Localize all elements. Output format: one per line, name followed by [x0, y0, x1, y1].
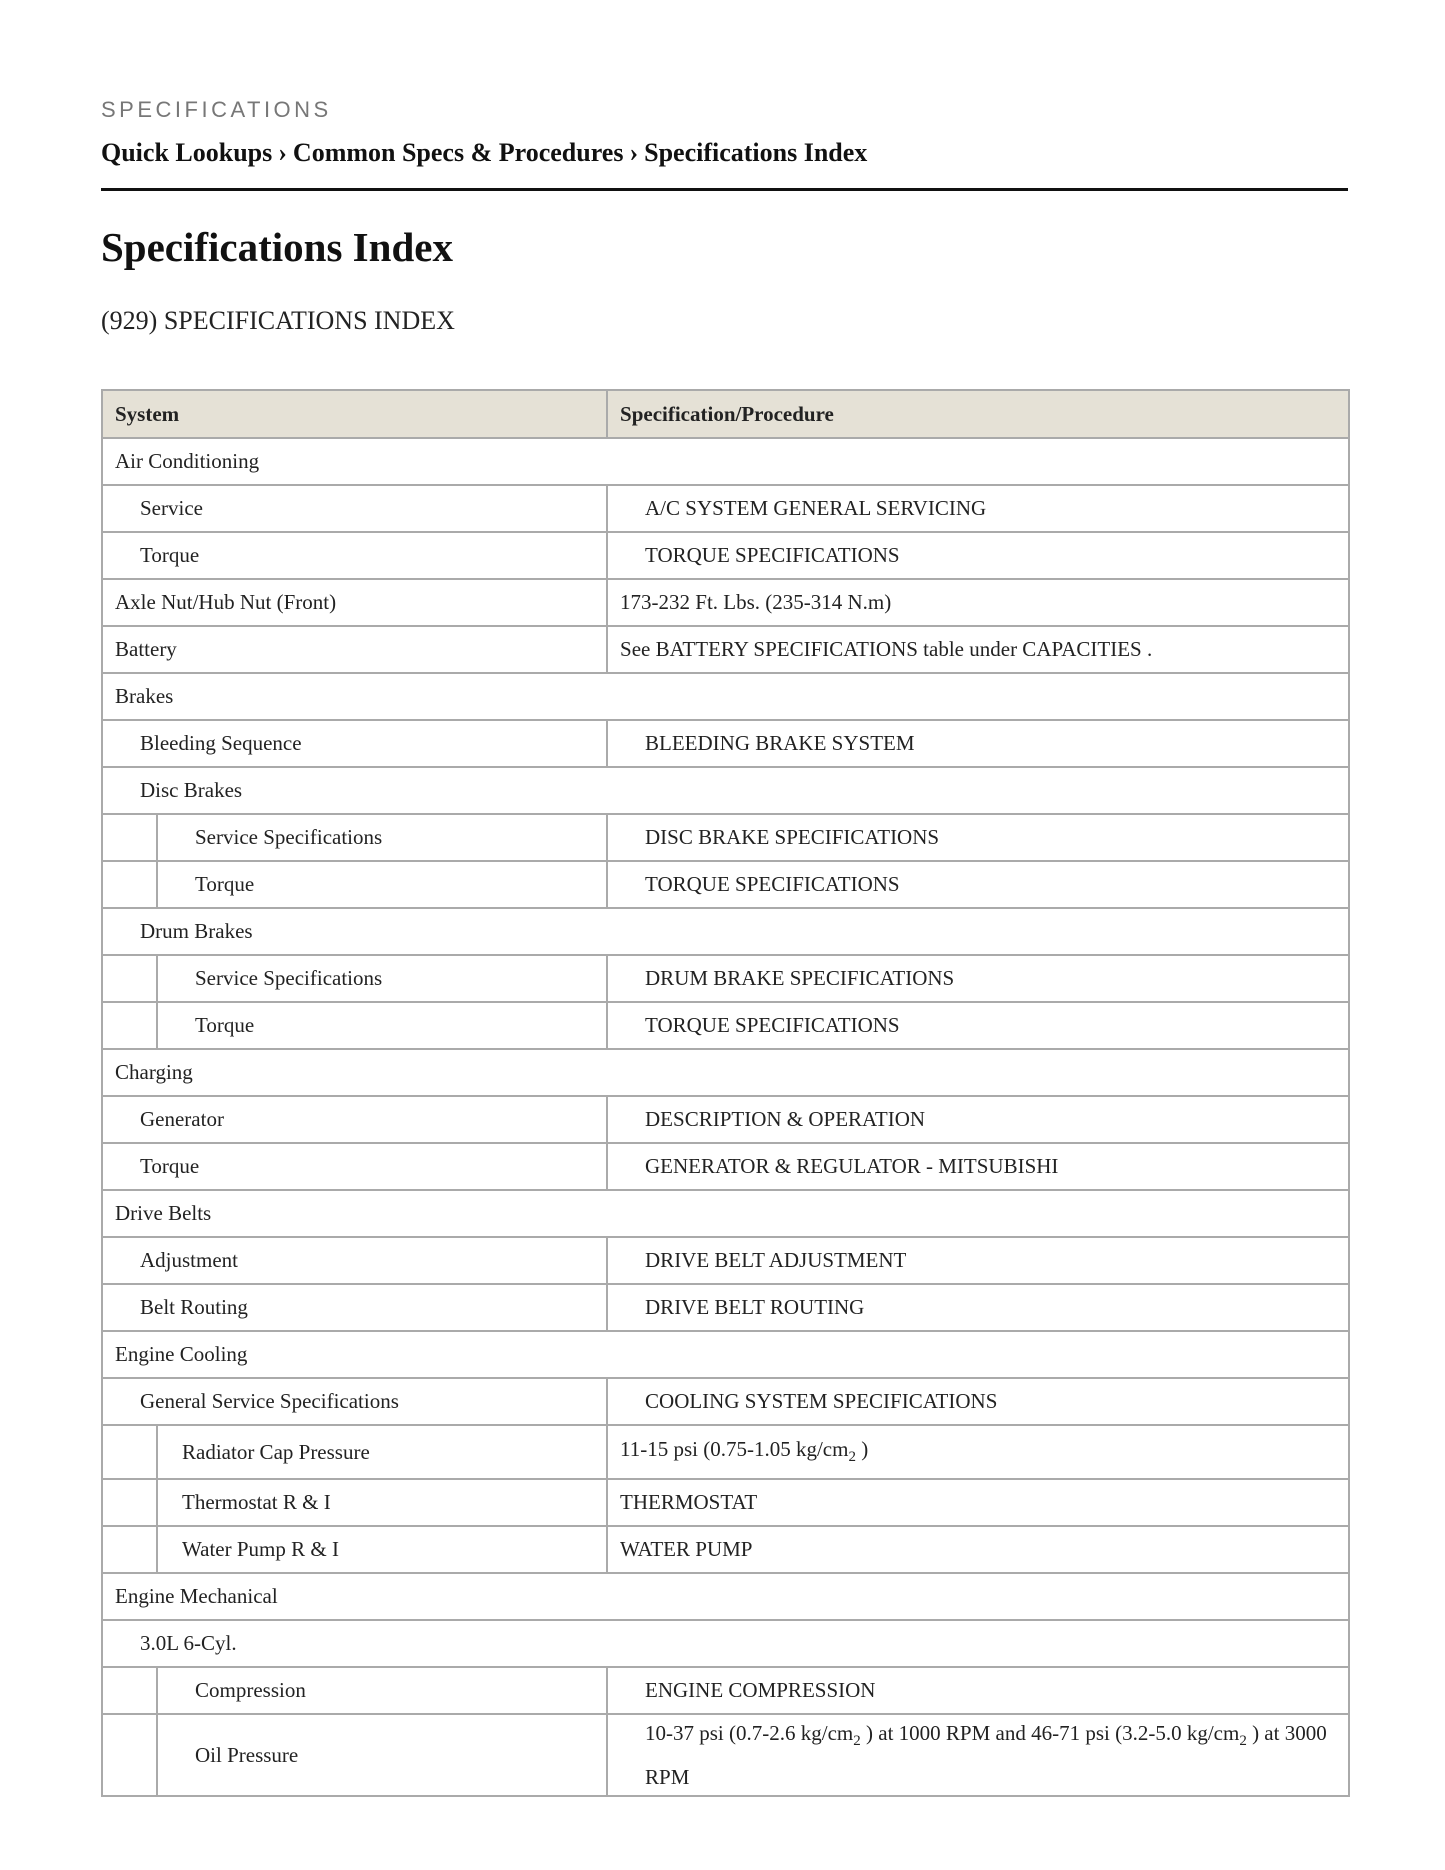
table-row [102, 1096, 1349, 1143]
table-row [102, 1378, 1349, 1425]
subscript-2: 2 [848, 1449, 856, 1466]
indent-spacer [102, 861, 157, 908]
value-text: 10-37 psi (0.7-2.6 kg/cm [645, 1721, 854, 1745]
table-row [102, 767, 1349, 814]
table-row [102, 861, 1349, 908]
table-row [102, 1143, 1349, 1190]
table-row [102, 720, 1349, 767]
row-value: See BATTERY SPECIFICATIONS table under CAPACITIES . [607, 626, 1349, 673]
table-row [102, 1479, 1349, 1526]
row-label: Oil Pressure [157, 1714, 607, 1796]
row-label: Radiator Cap Pressure [157, 1425, 607, 1479]
indent-spacer [102, 1425, 157, 1479]
indent-spacer [102, 1526, 157, 1573]
table-row [102, 1526, 1349, 1573]
value-text: ) at 1000 RPM and 46-71 psi (3.2-5.0 kg/cm [860, 1721, 1240, 1745]
row-label: Water Pump R & I [157, 1526, 607, 1573]
procedure-link[interactable]: DRIVE BELT ROUTING [607, 1284, 1349, 1331]
subgroup-disc-brakes: Disc Brakes [102, 767, 1349, 814]
section-label: SPECIFICATIONS [101, 97, 332, 122]
procedure-link[interactable]: DRUM BRAKE SPECIFICATIONS [607, 955, 1349, 1002]
table-row [102, 626, 1349, 673]
page-title: Specifications Index [101, 224, 453, 270]
page-subtitle: (929) SPECIFICATIONS INDEX [101, 306, 455, 335]
procedure-link[interactable]: COOLING SYSTEM SPECIFICATIONS [607, 1378, 1349, 1425]
indent-spacer [102, 1002, 157, 1049]
row-label: Adjustment [102, 1237, 607, 1284]
row-label: Torque [102, 1143, 607, 1190]
procedure-link[interactable]: WATER PUMP [607, 1526, 1349, 1573]
table-row [102, 814, 1349, 861]
breadcrumb-quick-lookups[interactable]: Quick Lookups [101, 138, 273, 167]
value-text: ) at 3000 RPM [645, 1721, 1327, 1790]
table-row [102, 1237, 1349, 1284]
row-label: Service [102, 485, 607, 532]
procedure-link[interactable]: A/C SYSTEM GENERAL SERVICING [607, 485, 1349, 532]
procedure-link[interactable]: BLEEDING BRAKE SYSTEM [607, 720, 1349, 767]
table-row [102, 438, 1349, 485]
subscript-2: 2 [1239, 1733, 1247, 1750]
breadcrumb-separator: › [278, 138, 287, 167]
subgroup-3-0l-6-cyl: 3.0L 6-Cyl. [102, 1620, 1349, 1667]
table-row [102, 955, 1349, 1002]
header-specification: Specification/Procedure [607, 390, 1349, 438]
row-label: Torque [157, 861, 607, 908]
table-header-row [102, 390, 1349, 438]
row-label: Bleeding Sequence [102, 720, 607, 767]
group-drive-belts: Drive Belts [102, 1190, 1349, 1237]
row-value [607, 1425, 1349, 1479]
procedure-link[interactable]: TORQUE SPECIFICATIONS [607, 532, 1349, 579]
procedure-link[interactable]: ENGINE COMPRESSION [607, 1667, 1349, 1714]
row-label: Axle Nut/Hub Nut (Front) [102, 579, 607, 626]
table-row [102, 1049, 1349, 1096]
table-row [102, 1331, 1349, 1378]
row-label: Service Specifications [157, 955, 607, 1002]
procedure-link[interactable]: TORQUE SPECIFICATIONS [607, 1002, 1349, 1049]
row-label: Torque [102, 532, 607, 579]
table-row [102, 1425, 1349, 1479]
procedure-link[interactable]: DISC BRAKE SPECIFICATIONS [607, 814, 1349, 861]
group-engine-mechanical: Engine Mechanical [102, 1573, 1349, 1620]
row-label: Battery [102, 626, 607, 673]
indent-spacer [102, 1479, 157, 1526]
procedure-link[interactable]: DRIVE BELT ADJUSTMENT [607, 1237, 1349, 1284]
value-text: 11-15 psi (0.75-1.05 kg/cm [620, 1437, 849, 1462]
table-row [102, 1667, 1349, 1714]
group-brakes: Brakes [102, 673, 1349, 720]
row-label: Torque [157, 1002, 607, 1049]
table-row [102, 1620, 1349, 1667]
table-row [102, 908, 1349, 955]
procedure-link[interactable]: THERMOSTAT [607, 1479, 1349, 1526]
indent-spacer [102, 1667, 157, 1714]
header-system: System [102, 390, 607, 438]
breadcrumb [101, 138, 1348, 191]
group-engine-cooling: Engine Cooling [102, 1331, 1349, 1378]
procedure-link[interactable]: TORQUE SPECIFICATIONS [607, 861, 1349, 908]
table-row [102, 1573, 1349, 1620]
subscript-2: 2 [853, 1733, 861, 1750]
row-label: General Service Specifications [102, 1378, 607, 1425]
indent-spacer [102, 814, 157, 861]
oil-pressure-value [645, 1715, 1336, 1795]
row-label: Thermostat R & I [157, 1479, 607, 1526]
table-row [102, 1002, 1349, 1049]
indent-spacer [102, 955, 157, 1002]
table-row [102, 1284, 1349, 1331]
table-row [102, 1190, 1349, 1237]
row-value [607, 1714, 1349, 1796]
row-label: Belt Routing [102, 1284, 607, 1331]
breadcrumb-specifications-index[interactable]: Specifications Index [644, 138, 868, 167]
procedure-link[interactable]: GENERATOR & REGULATOR - MITSUBISHI [607, 1143, 1349, 1190]
row-label: Generator [102, 1096, 607, 1143]
table-row [102, 1714, 1349, 1796]
breadcrumb-common-specs[interactable]: Common Specs & Procedures [292, 138, 624, 167]
value-text: ) [855, 1437, 869, 1462]
breadcrumb-separator: › [629, 138, 639, 167]
row-label: Compression [157, 1667, 607, 1714]
group-charging: Charging [102, 1049, 1349, 1096]
subgroup-drum-brakes: Drum Brakes [102, 908, 1349, 955]
row-label: Service Specifications [157, 814, 607, 861]
group-air-conditioning: Air Conditioning [102, 438, 1349, 485]
procedure-link[interactable]: DESCRIPTION & OPERATION [607, 1096, 1349, 1143]
table-row [102, 532, 1349, 579]
table-row [102, 673, 1349, 720]
table-row [102, 485, 1349, 532]
specifications-table [101, 389, 1350, 1797]
indent-spacer [102, 1714, 157, 1796]
table-row [102, 579, 1349, 626]
row-value: 173-232 Ft. Lbs. (235-314 N.m) [607, 579, 1349, 626]
